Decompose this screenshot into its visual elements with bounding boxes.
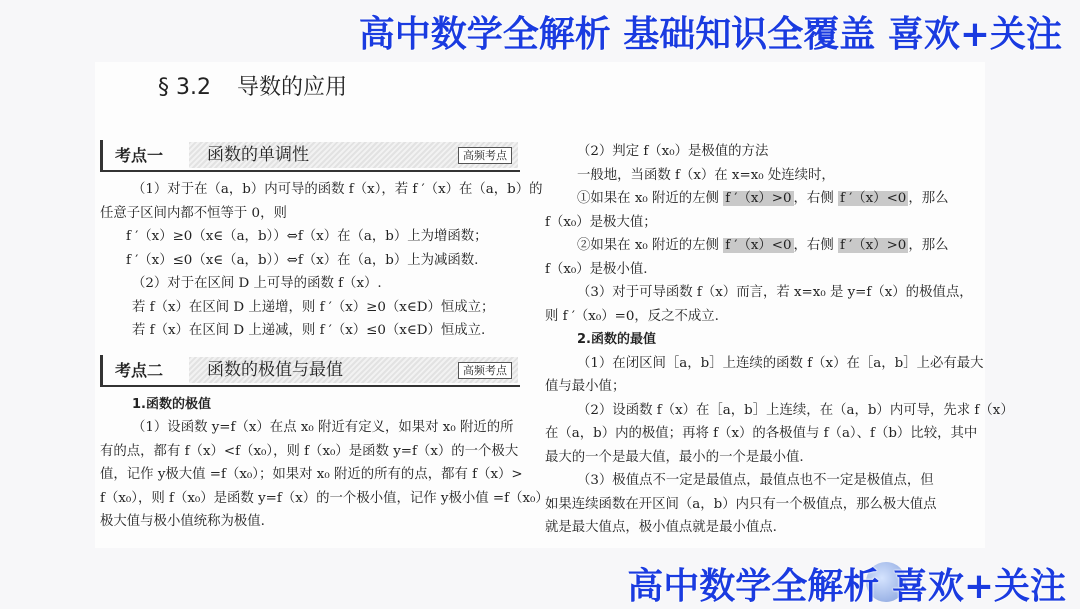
kaodian2-header — [100, 355, 520, 387]
highlight-fprime-neg-2: f ′（x）<0 — [725, 238, 792, 253]
r-line-2: 一般地，当函数 f（x）在 x=x₀ 处连续时， — [577, 167, 835, 183]
r-line-7: （3）对于可导函数 f（x）而言，若 x=x₀ 是 y=f（x）的极值点， — [577, 285, 973, 300]
r-line-16: 就是最大值点，极小值点就是最小值点. — [545, 520, 777, 535]
kaodian2-badge: 高频考点 — [458, 362, 512, 379]
r-line-3-a: ①如果在 x₀ 附近的左侧 — [577, 191, 724, 206]
r-line-8: 则 f ′（x₀）=0，反之不成立. — [545, 308, 719, 324]
r-line-5 — [545, 234, 965, 258]
k1-line-5: （2）对于在区间 D 上可导的函数 f（x）. — [132, 276, 382, 291]
r-subhead-2: 2.函数的最值 — [577, 332, 656, 347]
k2-line-4: f（x₀），则 f（x₀）是函数 y=f（x）的一个极小值，记作 y极小值 =f（x₀）. — [100, 490, 554, 506]
section-number: § 3.2 — [158, 75, 211, 100]
section-title — [158, 70, 347, 101]
k1-line-1: （1）对于在（a，b）内可导的函数 f（x），若 f ′（x）在（a，b）的 — [132, 182, 543, 197]
kaodian2-label: 考点二 — [115, 360, 164, 380]
k1-line-2: 任意子区间内都不恒等于 0，则 — [100, 205, 287, 221]
left-column — [100, 140, 554, 534]
k1-line-6: 若 f（x）在区间 D 上递增，则 f ′（x）≥0（x∈D）恒成立； — [132, 299, 495, 315]
kaodian1-header — [100, 140, 520, 172]
r-line-12: 在（a，b）内的极值；再将 f（x）的各极值与 f（a）、f（b）比较，其中 — [545, 426, 978, 441]
r-line-3-b: ，右侧 — [793, 191, 838, 206]
r-line-11: （2）设函数 f（x）在［a，b］上连续，在（a，b）内可导，先求 f（x） — [577, 402, 1014, 418]
kaodian1-label: 考点一 — [115, 146, 164, 165]
r-line-9: （1）在闭区间［a，b］上连续的函数 f（x）在［a，b］上必有最大 — [577, 355, 984, 371]
r-line-3 — [545, 187, 965, 211]
r-line-5-a: ②如果在 x₀ 附近的左侧 — [577, 238, 724, 253]
highlight-fprime-neg: f ′（x）<0 — [839, 191, 907, 206]
highlight-fprime-pos-2: f ′（x）>0 — [839, 238, 907, 253]
r-line-3-c: ，那么 — [908, 191, 949, 206]
k1-line-4: f ′（x）≤0（x∈（a，b））⇔f（x）在（a，b）上为减函数. — [126, 252, 479, 268]
kaodian1-title: 函数的单调性 — [207, 145, 309, 165]
k2-line-1: （1）设函数 y=f（x）在点 x₀ 附近有定义，如果对 x₀ 附近的所 — [132, 420, 514, 435]
r-line-6: f（x₀）是极小值. — [545, 261, 648, 277]
r-line-15: 如果连续函数在开区间（a，b）内只有一个极值点，那么极大值点 — [545, 496, 937, 512]
r-line-10: 值与最小值； — [545, 379, 626, 394]
k2-line-3: 值，记作 y极大值 =f（x₀）；如果对 x₀ 附近的所有的点，都有 f（x）> — [100, 467, 523, 482]
kaodian2-title: 函数的极值与最值 — [207, 359, 343, 380]
right-column — [545, 140, 1014, 540]
r-line-1: （2）判定 f（x₀）是极值的方法 — [577, 144, 769, 159]
r-line-5-c: ，那么 — [908, 238, 949, 253]
r-line-4: f（x₀）是极大值； — [545, 214, 657, 230]
r-line-13: 最大的一个是最大值，最小的一个是最小值. — [545, 449, 804, 465]
r-line-14: （3）极值点不一定是最值点，最值点也不一定是极值点，但 — [577, 473, 934, 488]
k2-subhead: 1.函数的极值 — [132, 396, 211, 412]
k2-line-2: 有的点，都有 f（x）<f（x₀），则 f（x₀）是函数 y=f（x）的一个极大 — [100, 443, 519, 459]
banner-bottom: 高中数学全解析 喜欢+关注 — [627, 566, 1066, 607]
highlight-fprime-pos: f ′（x）>0 — [725, 191, 792, 206]
kaodian1-badge: 高频考点 — [458, 147, 512, 164]
k2-line-5: 极大值与极小值统称为极值. — [100, 514, 265, 529]
k1-line-7: 若 f（x）在区间 D 上递减，则 f ′（x）≤0（x∈D）恒成立. — [132, 323, 486, 338]
k1-line-3: f ′（x）≥0（x∈（a，b））⇔f（x）在（a，b）上为增函数； — [126, 229, 488, 244]
section-heading: 导数的应用 — [236, 75, 347, 100]
r-line-5-b: ，右侧 — [793, 238, 838, 253]
banner-top: 高中数学全解析 基础知识全覆盖 喜欢+关注 — [358, 14, 1062, 55]
